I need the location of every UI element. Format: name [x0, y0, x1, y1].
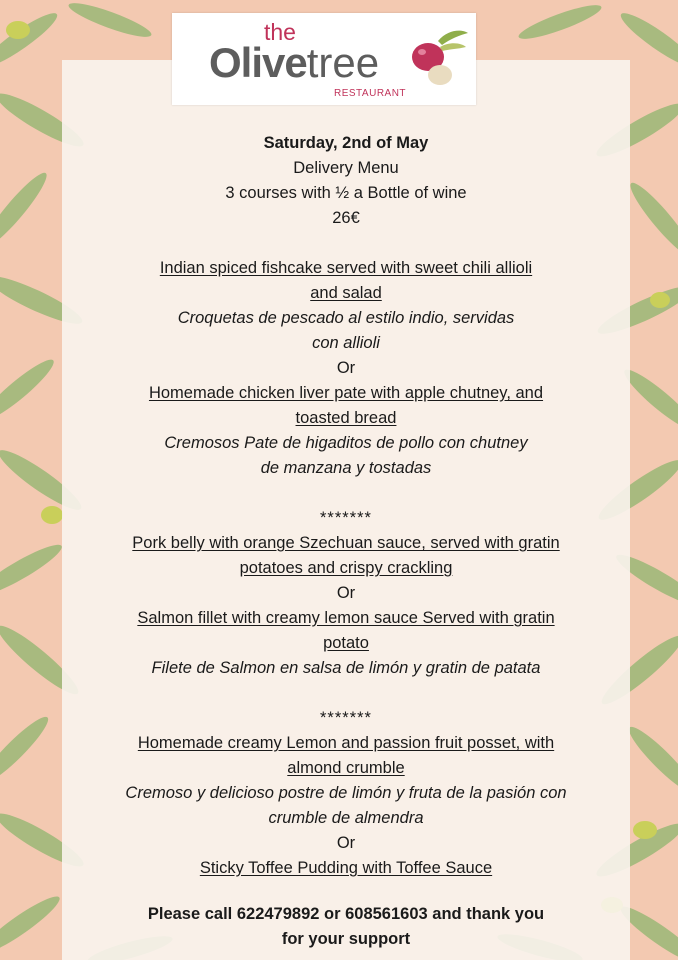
starter-1-spanish: Croquetas de pescado al estilo indio, servidas [177, 309, 515, 327]
course-separator: ******* [320, 709, 372, 727]
main-1-english-cont: potatoes and crispy crackling [239, 559, 453, 577]
starter-2-spanish-cont: de manzana y tostadas [260, 459, 432, 477]
menu-date: Saturday, 2nd of May [263, 134, 429, 152]
logo-tree: tree [306, 39, 380, 86]
logo-the: the [264, 19, 296, 45]
starter-1-spanish-cont: con allioli [312, 334, 380, 352]
footer-thanks: for your support [281, 930, 411, 948]
footer-contact: Please call 622479892 or 608561603 and thank you [147, 905, 545, 923]
starter-or: Or [336, 359, 356, 377]
main-2-spanish: Filete de Salmon en salsa de limón y gratin de patata [151, 659, 541, 677]
olive-fruit-icon [404, 27, 470, 97]
starter-2-english: Homemade chicken liver pate with apple chutney, and [148, 384, 544, 402]
dessert-1-english-cont: almond crumble [287, 759, 405, 777]
dessert-1-english: Homemade creamy Lemon and passion fruit posset, with [137, 734, 555, 752]
menu-offer: 3 courses with ½ a Bottle of wine [225, 184, 467, 202]
starter-2-spanish: Cremosos Pate de higaditos de pollo con chutney [164, 434, 528, 452]
dessert-or: Or [336, 834, 356, 852]
starter-1-english: Indian spiced fishcake served with sweet chili allioli [159, 259, 533, 277]
logo-wordmark [209, 40, 379, 86]
dessert-1-spanish-cont: crumble de almendra [268, 809, 424, 827]
dessert-2-english: Sticky Toffee Pudding with Toffee Sauce [199, 859, 493, 877]
logo-restaurant: RESTAURANT [334, 88, 407, 99]
menu-title: Delivery Menu [293, 159, 399, 177]
menu-content [62, 131, 630, 952]
course-separator: ******* [320, 509, 372, 527]
restaurant-logo [172, 13, 476, 105]
main-1-english: Pork belly with orange Szechuan sauce, served with gratin [132, 534, 560, 552]
dessert-1-spanish: Cremoso y delicioso postre de limón y fruta de la pasión con [125, 784, 567, 802]
starter-1-english-cont: and salad [310, 284, 382, 302]
starter-2-english-cont: toasted bread [295, 409, 397, 427]
main-2-english-cont: potato [323, 634, 369, 652]
logo-olive: Olive [209, 39, 307, 86]
main-2-english: Salmon fillet with creamy lemon sauce Served with gratin [137, 609, 555, 627]
menu-price: 26€ [332, 209, 360, 227]
main-or: Or [336, 584, 356, 602]
